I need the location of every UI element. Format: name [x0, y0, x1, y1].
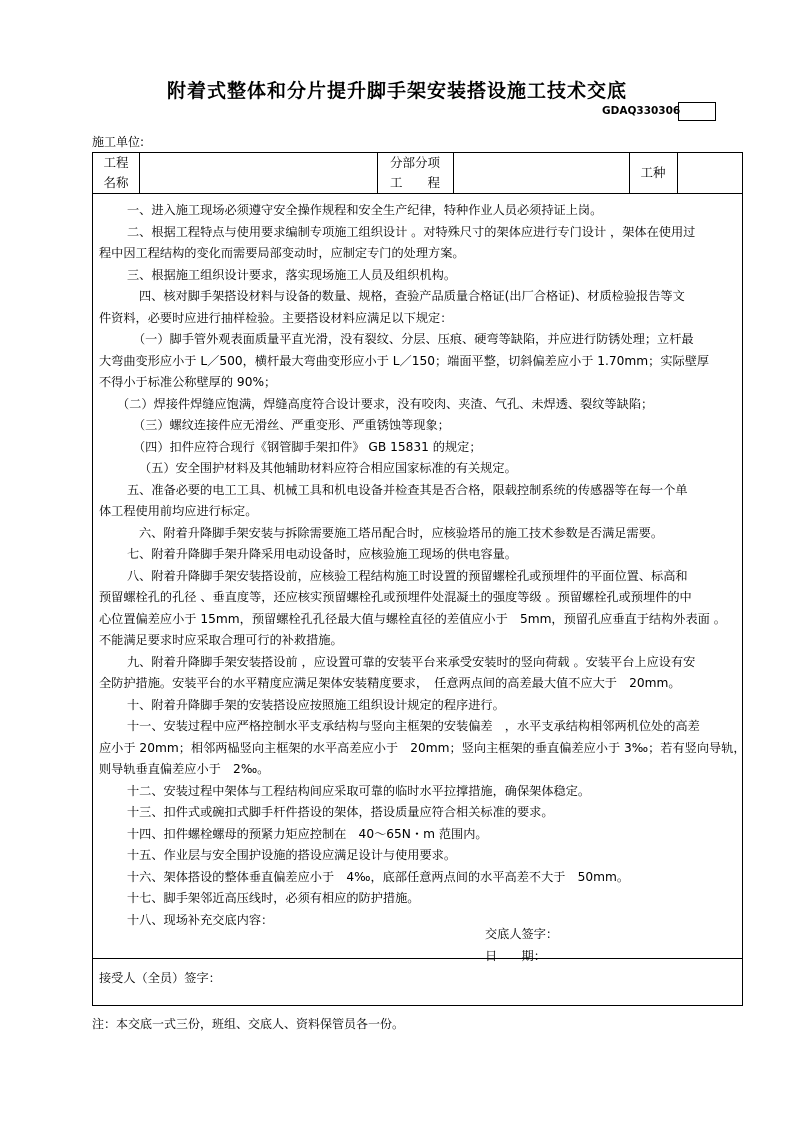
form-header-row [93, 153, 742, 194]
content-line: 十五、作业层与安全围护设施的搭设应满足设计与使用要求。 [127, 848, 457, 862]
document-code: GDAQ330306 [602, 105, 681, 117]
disclosure-content [93, 194, 746, 963]
trade-label: 工种 [640, 165, 666, 180]
content-line: 十四、扣件螺栓螺母的预紧力矩应控制在 40～65N・m 范围内。 [127, 826, 488, 841]
content-line: 三、根据施工组织设计要求，落实现场施工人员及组织机构。 [127, 267, 457, 282]
content-line: 十七、脚手架邻近高压线时，必须有相应的防护措施。 [127, 891, 420, 905]
content-line: 程中因工程结构的变化而需要局部变动时，应制定专门的处理方案。 [99, 246, 465, 260]
content-line: 四、核对脚手架搭设材料与设备的数量、规格，查验产品质量合格证(出厂合格证)、材质检验报告等文 [139, 289, 685, 303]
content-line: 应小于 20mm；相邻两榀竖向主框架的水平高差应小于 20mm；竖向主框架的垂直偏差应小于 3‰；若有竖向导轨， [99, 740, 746, 755]
subproject-label: 分部分项 工 程 [389, 155, 440, 190]
content-line: 八、附着升降脚手架安装搭设前，应核验工程结构施工时设置的预留螺栓孔或预埋件的平面位置、标高和 [127, 568, 688, 583]
content-line: 二、根据工程特点与使用要求编制专项施工组织设计 。对特殊尺寸的架体应进行专门设计 ，架体在使用过 [127, 224, 696, 239]
content-line: 十六、架体搭设的整体垂直偏差应小于 4‰，底部任意两点间的水平高差不大于 50mm。 [127, 869, 630, 884]
content-line: 全防护措施。安装平台的水平精度应满足架体安装精度要求， 任意两点间的高差最大值不应大于 20mm。 [99, 676, 681, 690]
content-line: （二）焊接件焊缝应饱满，焊缝高度符合设计要求，没有咬肉、夹渣、气孔、未焊透、裂纹等缺陷； [117, 396, 654, 411]
content-line: 十八、现场补充交底内容： [127, 912, 274, 927]
disclosure-form [92, 152, 746, 1006]
content-line: 不得小于标准公称壁厚的 90%； [99, 375, 277, 389]
content-line: 一、进入施工现场必须遵守安全操作规程和安全生产纪律，特种作业人员必须持证上岗。 [127, 203, 603, 217]
content-line: 心位置偏差应小于 15mm，预留螺栓孔孔径最大值与螺栓直径的差值应小于 5mm，预留孔应垂直于结构外表面 。 [99, 611, 726, 626]
content-line: 五、准备必要的电工工具、机械工具和机电设备并检查其是否合格，限载控制系统的传感器等在每一个单 [127, 482, 688, 497]
content-line: 大弯曲变形应小于 L／500，横杆最大弯曲变形应小于 L／150；端面平整，切斜偏差应小于 1.70mm；实际壁厚 [99, 353, 710, 368]
content-line: 体工程使用前均应进行标定。 [99, 504, 258, 518]
project-name-label: 工程 名称 [103, 155, 129, 190]
date-label: 日 期： [485, 949, 546, 963]
content-line: 九、附着升降脚手架安装搭设前 ，应设置可靠的安装平台来承受安装时的竖向荷载 。安装平台上应设有安 [127, 654, 696, 669]
content-line: 七、附着升降脚手架升降采用电动设备时，应核验施工现场的供电容量。 [127, 547, 517, 561]
content-line: 件资料，必要时应进行抽样检验。主要搭设材料应满足以下规定： [99, 310, 453, 325]
content-line: （三）螺纹连接件应无滑丝、严重变形、严重锈蚀等现象； [133, 418, 450, 432]
content-line: 十、附着升降脚手架的安装搭设应按照施工组织设计规定的程序进行。 [127, 697, 505, 712]
construction-unit-label: 施工单位: [92, 135, 145, 149]
code-suffix-box [678, 102, 716, 121]
content-line: （一）脚手管外观表面质量平直光滑，没有裂纹、分层、压痕、硬弯等缺陷，并应进行防锈处理；立杆最 [133, 332, 694, 346]
document-title: 附着式整体和分片提升脚手架安装搭设施工技术交底 [166, 80, 627, 102]
content-line: 十一、安装过程中应严格控制水平支承结构与竖向主框架的安装偏差 ，水平支承结构相邻两机位处的高差 [127, 719, 700, 733]
receiver-signature-label: 接受人（全员）签字： [99, 971, 221, 985]
content-line: 十二、安装过程中架体与工程结构间应采取可靠的临时水平拉撑措施，确保架体稳定。 [127, 783, 591, 798]
footer-note: 注：本交底一式三份，班组、交底人、资料保管员各一份。 [92, 1017, 405, 1031]
content-line: 六、附着升降脚手架安装与拆除需要施工塔吊配合时，应核验塔吊的施工技术参数是否满足需要。 [139, 525, 664, 540]
discloser-signature-label: 交底人签字： [485, 927, 559, 941]
content-line: （四）扣件应符合现行《钢管脚手架扣件》 GB 15831 的规定； [133, 439, 482, 454]
content-line: 不能满足要求时应采取合理可行的补救措施。 [99, 633, 343, 647]
content-line: 则导轨垂直偏差应小于 2‰。 [99, 762, 270, 776]
content-line: （五）安全围护材料及其他辅助材料应符合相应国家标准的有关规定。 [139, 461, 517, 475]
content-line: 预留螺栓孔的孔径 、垂直度等，还应核实预留螺栓孔或预埋件处混凝土的强度等级 。预留螺栓孔或预埋件的中 [99, 590, 692, 604]
content-line: 十三、扣件式或碗扣式脚手杆件搭设的架体，搭设质量应符合相关标准的要求。 [127, 805, 554, 819]
